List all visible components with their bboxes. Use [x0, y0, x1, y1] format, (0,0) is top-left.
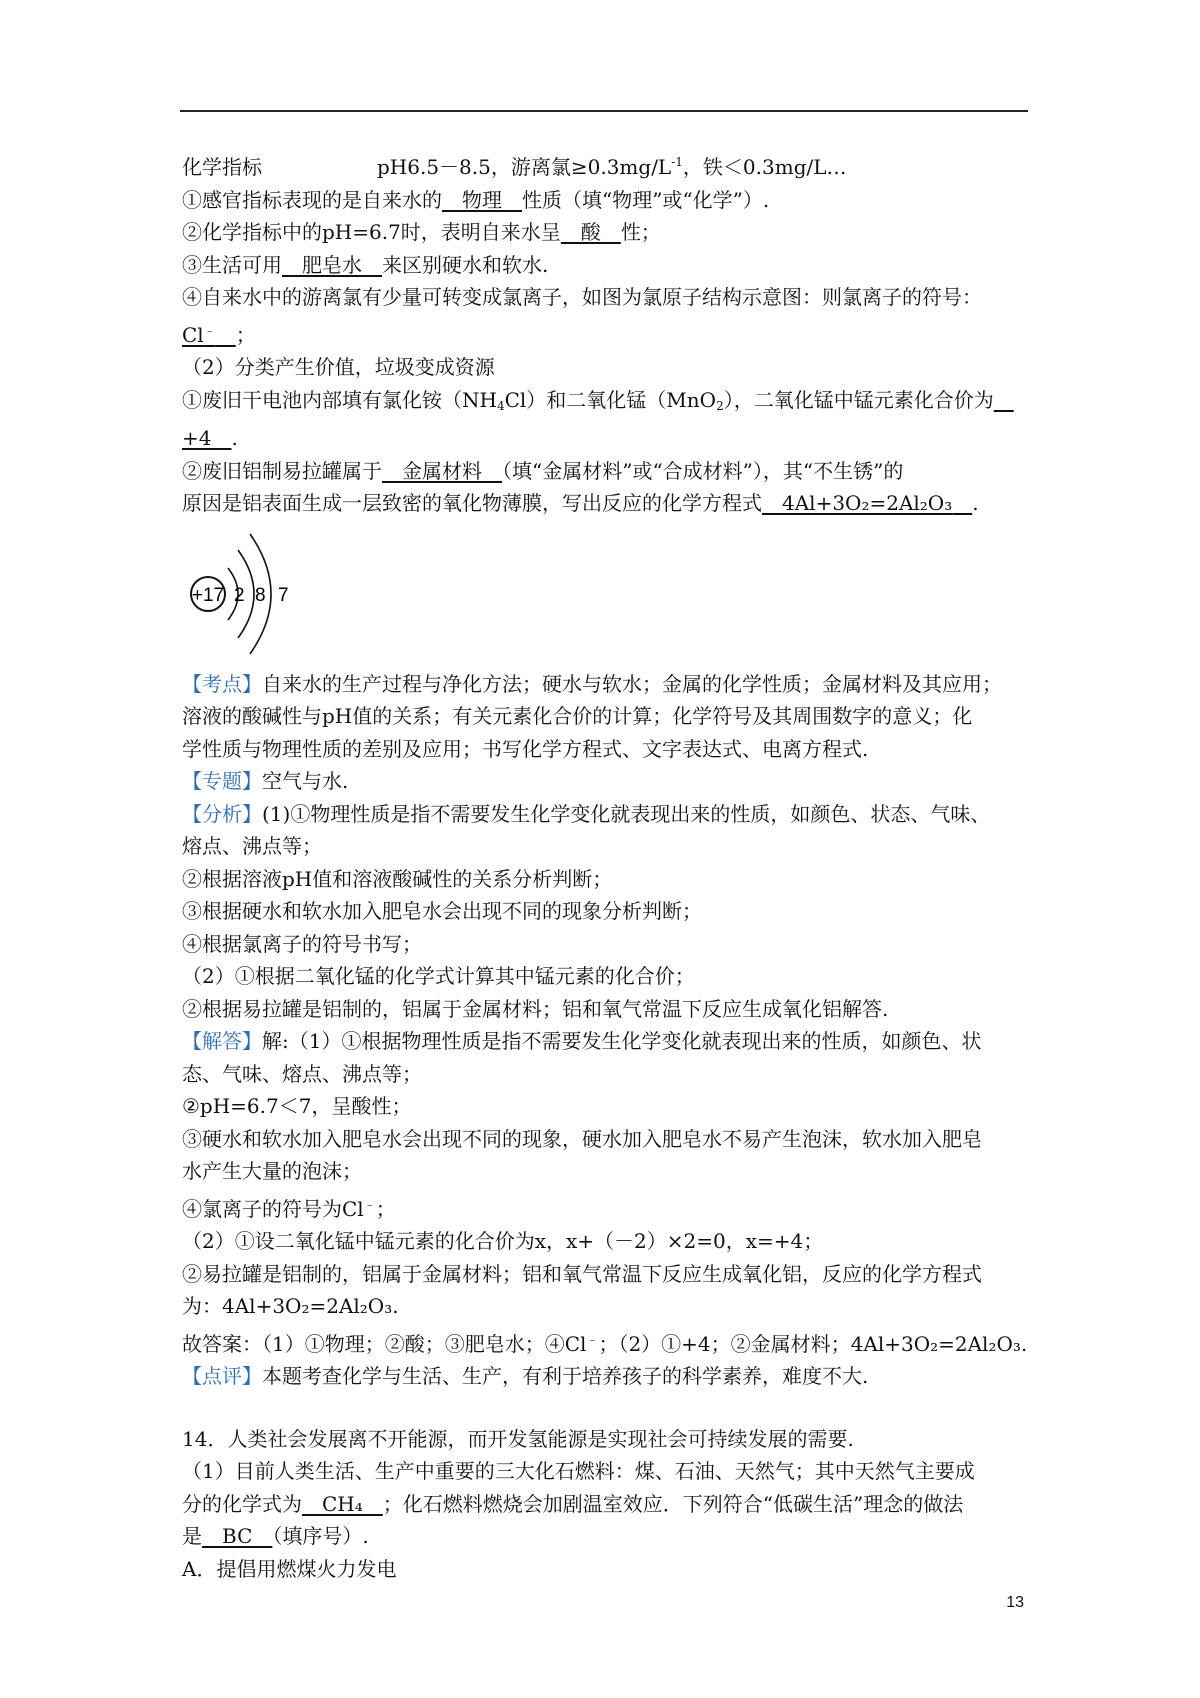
- text: 来区别硬水和软水.: [382, 252, 549, 277]
- text: (1)①物理性质是指不需要发生化学变化就表现出来的性质，如颜色、状态、气味、: [262, 801, 991, 826]
- answer-blank: 肥皂水: [282, 252, 382, 277]
- q13-2-title: [182, 351, 1028, 384]
- text: ①废旧干电池内部填有氯化铵（NH: [182, 387, 497, 412]
- text: ②废旧铝制易拉罐属于: [182, 458, 382, 483]
- fenxi-line5: ④根据氯离子的符号书写；: [182, 931, 422, 956]
- jieda-tag: 【解答】: [182, 1029, 262, 1053]
- jieda-line2: 态、气味、熔点、沸点等；: [182, 1061, 422, 1086]
- answer-blank: [182, 426, 231, 450]
- q14-title: 14．人类社会发展离不开能源，而开发氢能源是实现社会可持续发展的需要.: [182, 1426, 854, 1451]
- answer-sup: ﹣: [203, 322, 216, 337]
- jieda-line3: ②pH=6.7＜7，呈酸性；: [182, 1094, 412, 1118]
- text: 原因是铝表面生成一层致密的氧化物薄膜，写出反应的化学方程式: [182, 491, 762, 515]
- text: 是: [182, 1524, 202, 1548]
- document-body: [182, 146, 1028, 1585]
- chem-index-row: [182, 146, 1028, 184]
- text: ④自来水中的游离氯有少量可转变成氯离子，如图为氯原子结构示意图：则氯离子的符号：: [182, 285, 982, 309]
- jieda-line5: 水产生大量的泡沫；: [182, 1159, 362, 1183]
- text: ；: [375, 1196, 396, 1221]
- answer-blank: [762, 491, 972, 515]
- zhuanti-line: [182, 765, 1028, 798]
- chlorine-atom-diagram: [182, 520, 1028, 668]
- fenxi-line3: ②根据溶液pH值和溶液酸碱性的关系分析判断；: [182, 866, 613, 891]
- shell-3-count: 7: [278, 584, 289, 606]
- index-label: 化学指标: [182, 155, 262, 179]
- q14-line2: [182, 1488, 1028, 1521]
- text: 空气与水.: [262, 769, 349, 793]
- kaodian-line1: [182, 668, 1028, 701]
- atom-structure-svg: [182, 520, 322, 668]
- fenxi-line2: 熔点、沸点等；: [182, 834, 322, 858]
- q13-1-3: [182, 249, 1028, 282]
- text: Cl）和二氧化锰（MnO: [504, 387, 717, 412]
- text: 自来水的生产过程与净化方法；硬水与软水；金属的化学性质；金属材料及其应用；: [262, 671, 1002, 696]
- text: ），二氧化锰中锰元素化合价为: [723, 387, 994, 412]
- kaodian-line2: 溶液的酸碱性与pH值的关系；有关元素化合价的计算；化学符号及其周围数字的意义；化: [182, 704, 973, 728]
- fenxi-line1: [182, 798, 1028, 831]
- q14-option-a: A．提倡用燃煤火力发电: [182, 1556, 397, 1581]
- q14-line1: （1）目前人类生活、生产中重要的三大化石燃料：煤、石油、天然气；其中天然气主要成: [182, 1459, 975, 1483]
- equation: 4Al+3O₂=2Al₂O₃: [782, 491, 953, 515]
- text: ①感官指标表现的是自来水的: [182, 187, 442, 212]
- answer-blank: [182, 323, 236, 347]
- q13-1-1: [182, 184, 1028, 217]
- jieda-line9: 为：4Al+3O₂=2Al₂O₃.: [182, 1294, 399, 1318]
- fenxi-line7: ②根据易拉罐是铝制的，铝属于金属材料；铝和氧气常温下反应生成氧化铝解答.: [182, 996, 889, 1021]
- index-value-suffix: ，铁＜0.3mg/L…: [682, 155, 847, 179]
- text: .: [231, 426, 238, 450]
- text: ；化石燃料燃烧会加剧温室效应．下列符合“低碳生活”理念的做法: [382, 1491, 964, 1516]
- text: ④氯离子的符号为Cl: [182, 1196, 364, 1221]
- sup: ﹣: [363, 1196, 376, 1211]
- answer-blank-start: [994, 388, 1014, 412]
- page-number: 13: [1006, 1594, 1024, 1611]
- q13-1-4-answer: [182, 314, 1028, 352]
- index-value-sup: -1: [671, 155, 683, 169]
- answer-blank: CH₄: [302, 1491, 383, 1516]
- jieda-line6: [182, 1188, 1028, 1226]
- fenxi-line4: ③根据硬水和软水加入肥皂水会出现不同的现象分析判断；: [182, 899, 702, 923]
- jieda-line8: ②易拉罐是铝制的，铝属于金属材料；铝和氧气常温下反应生成氧化铝，反应的化学方程式: [182, 1261, 982, 1286]
- text: （填“金属材料”或“合成材料”），其“不生锈”的: [502, 458, 904, 483]
- answer-blank: BC: [202, 1524, 273, 1548]
- text: 性质（填“物理”或“化学”）.: [522, 187, 770, 212]
- answer-blank: 物理: [442, 187, 522, 212]
- text: ；（2）①+4；②金属材料；4Al+3O₂=2Al₂O₃.: [598, 1331, 1028, 1356]
- q14-line3: [182, 1520, 1028, 1553]
- final-answer: [182, 1323, 1028, 1361]
- text: 本题考查化学与生活、生产，有利于培养孩子的科学素养，难度不大.: [262, 1364, 869, 1388]
- q13-2-2-line2: [182, 487, 1028, 520]
- q13-1-2: [182, 216, 1028, 249]
- zhuanti-tag: 【专题】: [182, 769, 262, 793]
- sup: ﹣: [586, 1331, 599, 1346]
- text: ；: [235, 322, 256, 347]
- nucleus-charge: +17: [191, 584, 225, 606]
- answer-base: Cl: [182, 322, 204, 347]
- text: 故答案：（1）①物理；②酸；③肥皂水；④Cl: [182, 1331, 587, 1356]
- text: （2）分类产生价值，垃圾变成资源: [182, 355, 495, 379]
- text: ③生活可用: [182, 252, 282, 277]
- dianping-line: [182, 1360, 1028, 1393]
- dianping-tag: 【点评】: [182, 1364, 262, 1388]
- q13-1-4: [182, 281, 1028, 314]
- kaodian-tag: 【考点】: [182, 671, 262, 696]
- text: .: [972, 491, 979, 515]
- section-spacer: [182, 1393, 1028, 1423]
- header-rule: [180, 110, 1028, 112]
- fenxi-tag: 【分析】: [182, 801, 262, 826]
- kaodian-line3: 学性质与物理性质的差别及应用；书写化学方程式、文字表达式、电离方程式.: [182, 736, 869, 761]
- answer-blank: 金属材料: [382, 458, 502, 483]
- text: ②化学指标中的pH=6.7时，表明自来水呈: [182, 220, 561, 244]
- text: 性；: [620, 220, 661, 244]
- text: （填序号）.: [272, 1524, 369, 1548]
- q13-2-1: [182, 384, 1028, 423]
- jieda-line7: （2）①设二氧化锰中锰元素的化合价为x，x+（－2）×2=0，x=+4；: [182, 1229, 824, 1253]
- subscript: 4: [496, 398, 505, 413]
- text: 解:（1）①根据物理性质是指不需要发生化学变化就表现出来的性质，如颜色、状: [262, 1029, 982, 1053]
- text: 分的化学式为: [182, 1491, 302, 1516]
- shell-1-count: 2: [234, 584, 245, 606]
- jieda-line1: [182, 1025, 1028, 1058]
- shell-2-count: 8: [255, 584, 266, 606]
- jieda-line4: ③硬水和软水加入肥皂水会出现不同的现象，硬水加入肥皂水不易产生泡沫，软水加入肥皂: [182, 1126, 982, 1151]
- q13-2-1-answer: [182, 422, 1028, 455]
- fenxi-line6: （2）①根据二氧化锰的化学式计算其中锰元素的化合价；: [182, 964, 695, 988]
- subscript: 2: [716, 398, 724, 413]
- q13-2-2: [182, 455, 1028, 488]
- index-value: pH6.5－8.5，游离氯≥0.3mg/L: [377, 155, 672, 179]
- answer-blank: 酸: [560, 220, 621, 244]
- answer-text: +4: [182, 426, 212, 450]
